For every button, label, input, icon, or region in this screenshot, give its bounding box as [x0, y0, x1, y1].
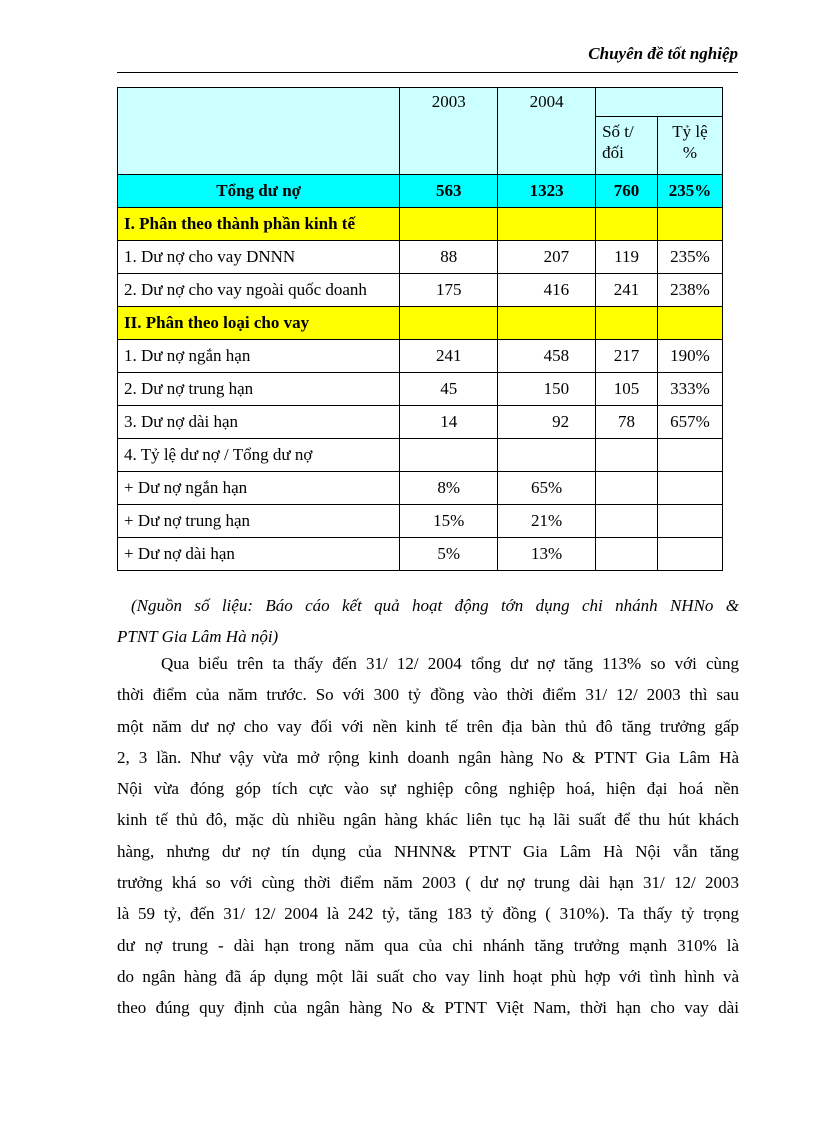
header-rel-change: Tỷ lệ %: [657, 117, 722, 175]
paragraph-line: là 59 tỷ, đến 31/ 12/ 2004 là 242 tỷ, tăng 183 tỷ đồng ( 310%). Ta thấy tỷ trọng: [117, 904, 739, 924]
total-label: Tổng dư nợ: [118, 175, 400, 208]
table-row: 3. Dư nợ dài hạn 14 92 78 657%: [118, 406, 723, 439]
total-row: Tổng dư nợ 563 1323 760 235%: [118, 175, 723, 208]
section-header-row: II. Phân theo loại cho vay: [118, 307, 723, 340]
header-blank-cell: [118, 88, 400, 175]
table-row: 2. Dư nợ trung hạn 45 150 105 333%: [118, 373, 723, 406]
page-header-title: Chuyên đề tốt nghiệp: [588, 44, 738, 63]
paragraph-line: dư nợ trung - dài hạn trong năm qua của chi nhánh tăng trưởng mạnh 310% là: [117, 935, 739, 955]
table-row: + Dư nợ dài hạn 5% 13%: [118, 538, 723, 571]
loan-balance-table: [117, 87, 723, 571]
table-row: 2. Dư nợ cho vay ngoài quốc doanh 175 416 241 238%: [118, 274, 723, 307]
header-divider: [117, 72, 738, 73]
table-source-note: (Nguồn số liệu: Báo cáo kết quả hoạt động tớn dụng chi nhánh NHNo & PTNT Gia Lâm Hà nội): [117, 596, 739, 646]
table-row: 1. Dư nợ ngắn hạn 241 458 217 190%: [118, 340, 723, 373]
paragraph-line: 2, 3 lần. Như vậy vừa mở rộng kinh doanh ngân hàng No & PTNT Gia Lâm Hà: [117, 747, 739, 767]
header-year-2004: 2004: [498, 88, 596, 175]
paragraph-line: theo đúng quy định của ngân hàng No & PTNT Việt Nam, thời hạn cho vay dài: [117, 998, 739, 1018]
paragraph-line: Qua biểu trên ta thấy đến 31/ 12/ 2004 tổng dư nợ tăng 113% so với cùng: [161, 654, 739, 673]
paragraph-line: do ngân hàng đã áp dụng một lãi suất cho vay linh hoạt phù hợp với tình hình và: [117, 966, 739, 986]
paragraph-line: trưởng khá so với cùng thời điểm năm 2003 ( dư nợ trung dài hạn 31/ 12/ 2003: [117, 873, 739, 893]
table-row: + Dư nợ trung hạn 15% 21%: [118, 505, 723, 538]
paragraph-line: Nội vừa đóng góp tích cực vào sự nghiệp công nghiệp hoá, hiện đại hoá nền: [117, 779, 739, 799]
paragraph-line: một năm dư nợ cho vay đối với nền kinh tế trên địa bàn thủ đô tăng trưởng gấp: [117, 716, 739, 736]
header-change-group: [596, 88, 723, 117]
body-paragraph: [117, 648, 739, 1024]
table-row: + Dư nợ ngắn hạn 8% 65%: [118, 472, 723, 505]
paragraph-line: thời điểm của năm trước. So với 300 tỷ đồng vào thời điểm 31/ 12/ 2003 thì sau: [117, 685, 739, 705]
table-row: 4. Tỷ lệ dư nợ / Tổng dư nợ: [118, 439, 723, 472]
header-year-2003: 2003: [400, 88, 498, 175]
paragraph-line: kinh tế thủ đô, mặc dù nhiều ngân hàng khác liên tục hạ lãi suất để thu hút khách: [117, 810, 739, 830]
section-header-row: I. Phân theo thành phần kinh tế: [118, 208, 723, 241]
table-header-row: [118, 88, 723, 117]
table-row: 1. Dư nợ cho vay DNNN 88 207 119 235%: [118, 241, 723, 274]
paragraph-line: hàng, nhưng dư nợ tín dụng của NHNN& PTNT Gia Lâm Hà Nội vẫn tăng: [117, 841, 739, 861]
header-abs-change: Số t/ đối: [596, 117, 658, 175]
